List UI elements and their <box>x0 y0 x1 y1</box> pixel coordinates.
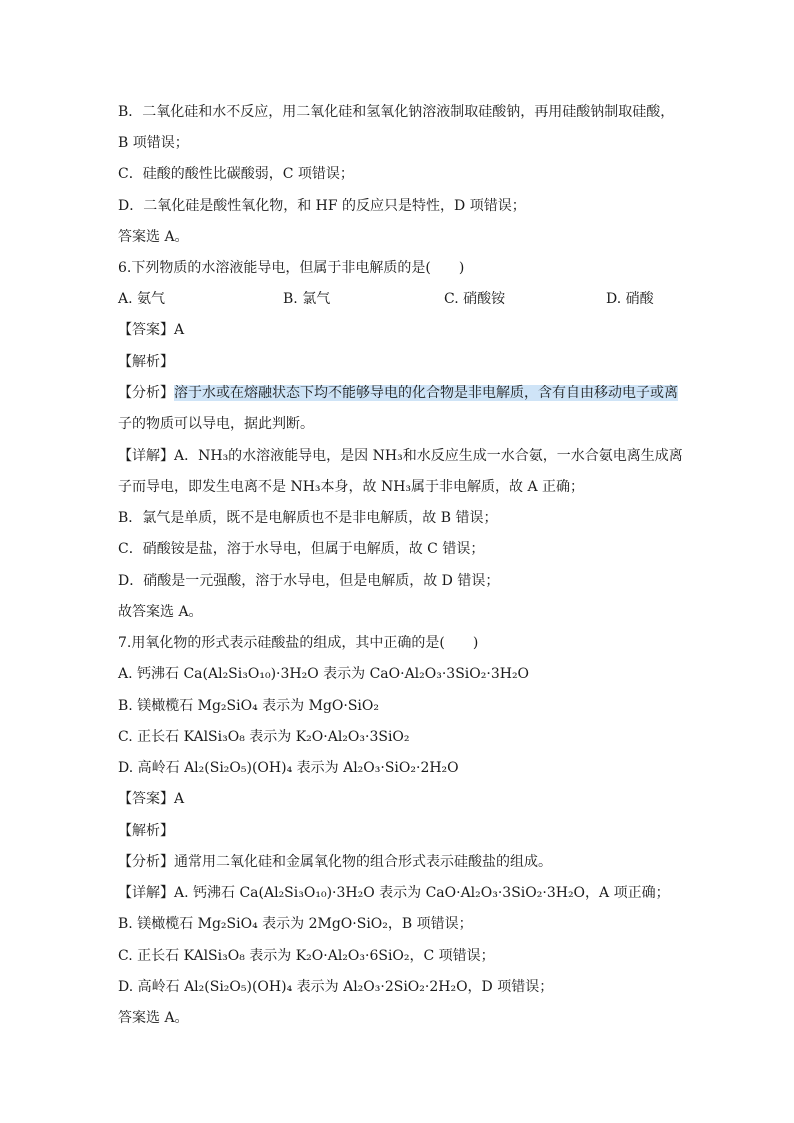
question-7: 7.用氧化物的形式表示硅酸盐的组成，其中正确的是( ) <box>118 635 479 651</box>
q7-detail-b: B. 镁橄榄石 Mg₂SiO₄ 表示为 2MgO·SiO₂，B 项错误； <box>118 916 473 932</box>
q7-final-answer: 答案选 A。 <box>118 1010 189 1026</box>
q7-detail-c: C. 正长石 KAlSi₃O₈ 表示为 K₂O·Al₂O₃·6SiO₂，C 项错误； <box>118 948 495 964</box>
q6-detail-line-5: D．硝酸是一元强酸，溶于水导电，但是电解质，故 D 错误； <box>118 573 500 589</box>
q7-detail-d: D. 高岭石 Al₂(Si₂O₅)(OH)₄ 表示为 Al₂O₃·2SiO₂·2H₂O，D 项错误； <box>118 979 554 995</box>
q6-detail-line-4: C．硝酸铵是盐，溶于水导电，但属于电解质，故 C 错误； <box>118 541 485 557</box>
q6-option-d: D. 硝酸 <box>606 291 654 307</box>
q6-detail-line-1: 【详解】A．NH₃的水溶液能导电，是因 NH₃和水反应生成一水合氨，一水合氨电离生成离 <box>118 448 683 464</box>
explanation-line-b-cont: B 项错误； <box>118 135 189 151</box>
analysis-tag: 【分析】 <box>118 385 174 401</box>
q7-option-d: D. 高岭石 Al₂(Si₂O₅)(OH)₄ 表示为 Al₂O₃·SiO₂·2H₂O <box>118 760 459 776</box>
q6-detail-line-2: 子而导电，即发生电离不是 NH₃本身，故 NH₃属于非电解质，故 A 正确； <box>118 479 585 495</box>
question-6: 6.下列物质的水溶液能导电，但属于非电解质的是( ) <box>118 260 465 276</box>
answer-line: 答案选 A。 <box>118 229 189 245</box>
q6-analysis-line-2: 子的物质可以导电，据此判断。 <box>118 416 314 432</box>
explanation-line-b: B．二氧化硅和水不反应，用二氧化硅和氢氧化钠溶液制取硅酸钠，再用硅酸钠制取硅酸， <box>118 104 675 120</box>
q7-detail-a: 【详解】A. 钙沸石 Ca(Al₂Si₃O₁₀)·3H₂O 表示为 CaO·Al₂O₃·3SiO₂·3H₂O，A 项正确； <box>118 885 670 901</box>
q6-answer: 【答案】A <box>118 322 185 338</box>
q6-option-b: B. 氯气 <box>283 291 331 307</box>
q7-analysis-line: 【分析】通常用二氧化硅和金属氧化物的组合形式表示硅酸盐的组成。 <box>118 854 552 870</box>
explanation-line-c: C．硅酸的酸性比碳酸弱，C 项错误； <box>118 166 354 182</box>
q7-option-a: A. 钙沸石 Ca(Al₂Si₃O₁₀)·3H₂O 表示为 CaO·Al₂O₃·3SiO₂·3H₂O <box>118 666 530 682</box>
highlighted-text: 溶于水或在熔融状态下均不能够导电的化合物是非电解质，含有自由移动电子或离 <box>174 385 678 401</box>
q6-analysis-heading: 【解析】 <box>118 354 174 370</box>
explanation-line-d: D．二氧化硅是酸性氧化物，和 HF 的反应只是特性，D 项错误； <box>118 198 526 214</box>
q7-analysis-heading: 【解析】 <box>118 823 174 839</box>
q6-detail-line-3: B．氯气是单质，既不是电解质也不是非电解质，故 B 错误； <box>118 510 498 526</box>
q6-option-a: A. 氨气 <box>118 291 166 307</box>
q6-option-c: C. 硝酸铵 <box>444 291 506 307</box>
q7-option-c: C. 正长石 KAlSi₃O₈ 表示为 K₂O·Al₂O₃·3SiO₂ <box>118 729 410 745</box>
q6-analysis-line-1 <box>118 383 678 403</box>
q7-answer: 【答案】A <box>118 791 185 807</box>
q7-option-b: B. 镁橄榄石 Mg₂SiO₄ 表示为 MgO·SiO₂ <box>118 698 379 714</box>
q6-detail-line-6: 故答案选 A。 <box>118 604 203 620</box>
